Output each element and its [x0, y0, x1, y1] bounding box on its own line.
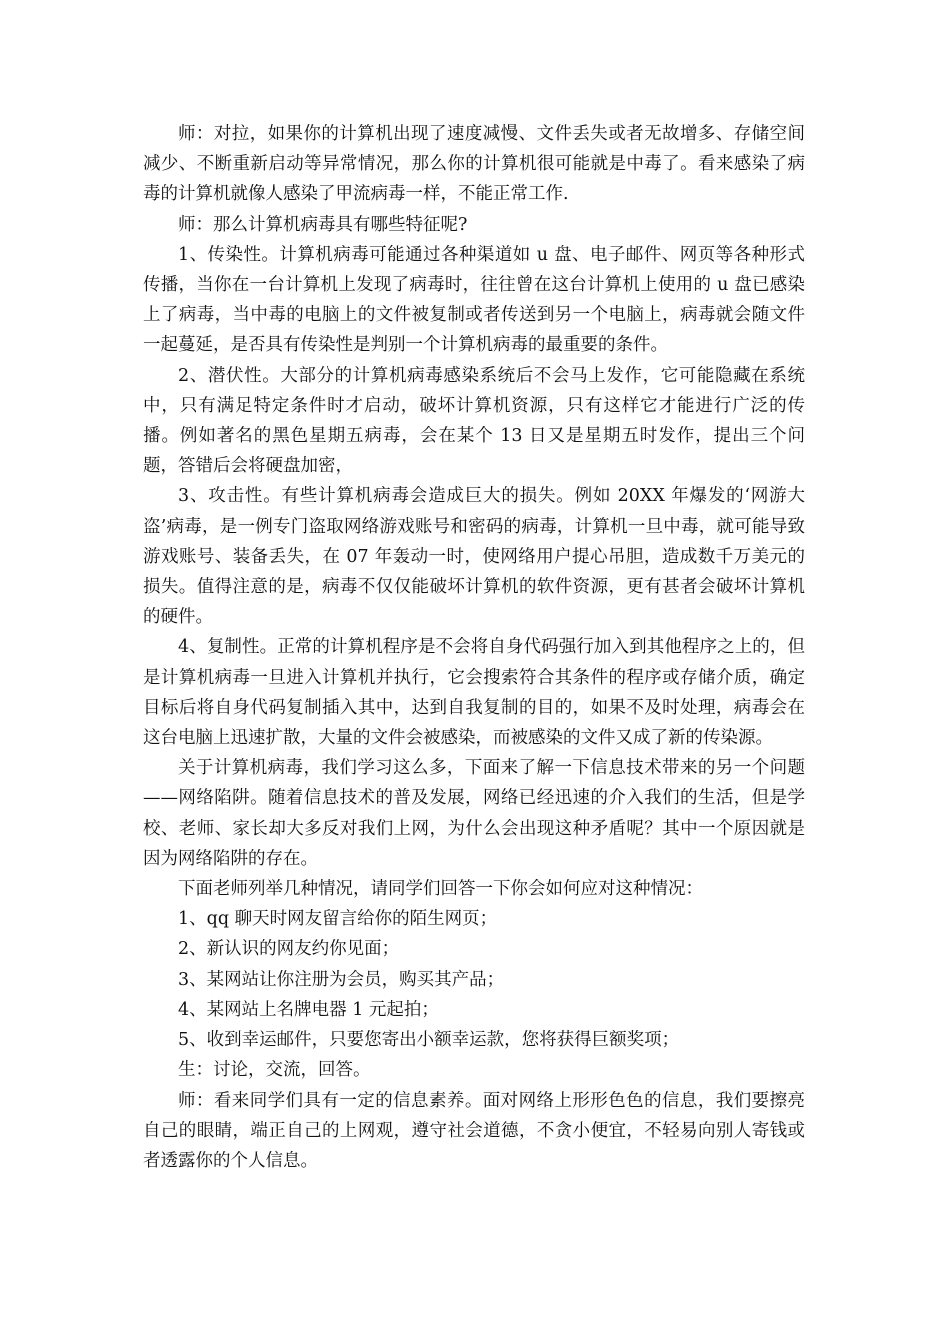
list-item-scenario-5: 5、收到幸运邮件，只要您寄出小额幸运款，您将获得巨额奖项；	[178, 1030, 680, 1051]
list-item-scenario-1: 1、qq 聊天时网友留言给你的陌生网页；	[178, 909, 498, 930]
paragraph-teacher-question: 师：那么计算机病毒具有哪些特征呢?	[178, 214, 468, 235]
list-item-scenario-4: 4、某网站上名牌电器 1 元起拍；	[178, 999, 439, 1020]
paragraph-network-traps-intro: 关于计算机病毒，我们学习这么多，下面来了解一下信息技术带来的另一个问题——网络陷阱。随着信息技术的普及发展，网络已经迅速的介入我们的生活，但是学校、老师、家长却大多反对我们上网，为什么会出现这种矛盾呢？其中一个原因就是因为网络陷阱的存在。	[143, 758, 805, 869]
list-item-scenario-3: 3、某网站让你注册为会员，购买其产品；	[178, 969, 505, 990]
paragraph-scenario-prompt: 下面老师列举几种情况，请同学们回答一下你会如何应对这种情况：	[178, 879, 703, 900]
paragraph-teacher-conclusion: 师：看来同学们具有一定的信息素养。面对网络上形形色色的信息，我们要擦亮自己的眼睛，端正自己的上网观，遵守社会道德，不贪小便宜，不轻易向别人寄钱或者透露你的个人信息。	[143, 1090, 805, 1171]
paragraph-student-response: 生：讨论，交流，回答。	[178, 1060, 371, 1081]
paragraph-teacher-virus-symptoms: 师：对拉，如果你的计算机出现了速度减慢、文件丢失或者无故增多、存储空间减少、不断重新启动等异常情况，那么你的计算机很可能就是中毒了。看来感染了病毒的计算机就像人感染了甲流病毒一样，不能正常工作.	[143, 124, 805, 205]
paragraph-feature-infectivity: 1、传染性。计算机病毒可能通过各种渠道如 u 盘、电子邮件、网页等各种形式传播，当你在一台计算机上发现了病毒时，往往曾在这台计算机上使用的 u 盘已感染上了病毒，当中毒的电脑上的文件被复制或者传送到另一个电脑上，病毒就会随文件一起蔓延，是否具有传染性是判别一个计算机病毒的最重要的条件。	[143, 244, 805, 356]
paragraph-feature-replication: 4、复制性。正常的计算机程序是不会将自身代码强行加入到其他程序之上的，但是计算机病毒一旦进入计算机并执行，它会搜索符合其条件的程序或存储介质，确定目标后将自身代码复制插入其中，达到自我复制的目的，如果不及时处理，病毒会在这台电脑上迅速扩散，大量的文件会被感染，而被感染的文件又成了新的传染源。	[143, 637, 805, 749]
paragraph-feature-latency: 2、潜伏性。大部分的计算机病毒感染系统后不会马上发作，它可能隐藏在系统中，只有满足特定条件时才启动，破坏计算机资源，只有这样它才能进行广泛的传播。例如著名的黑色星期五病毒，会在某个 13 日又是星期五时发作，提出三个问题，答错后会将硬盘加密，	[143, 365, 805, 477]
paragraph-feature-aggressiveness: 3、攻击性。有些计算机病毒会造成巨大的损失。例如 20XX 年爆发的‘网游大盗’病毒，是一例专门盗取网络游戏账号和密码的病毒，计算机一旦中毒，就可能导致游戏账号、装备丢失，在 07 年轰动一时，使网络用户提心吊胆，造成数千万美元的损失。值得注意的是，病毒不仅仅能破坏计算机的软件资源，更有甚者会破坏计算机的硬件。	[143, 486, 805, 628]
list-item-scenario-2: 2、新认识的网友约你见面；	[178, 939, 400, 960]
document-body	[143, 119, 805, 1176]
